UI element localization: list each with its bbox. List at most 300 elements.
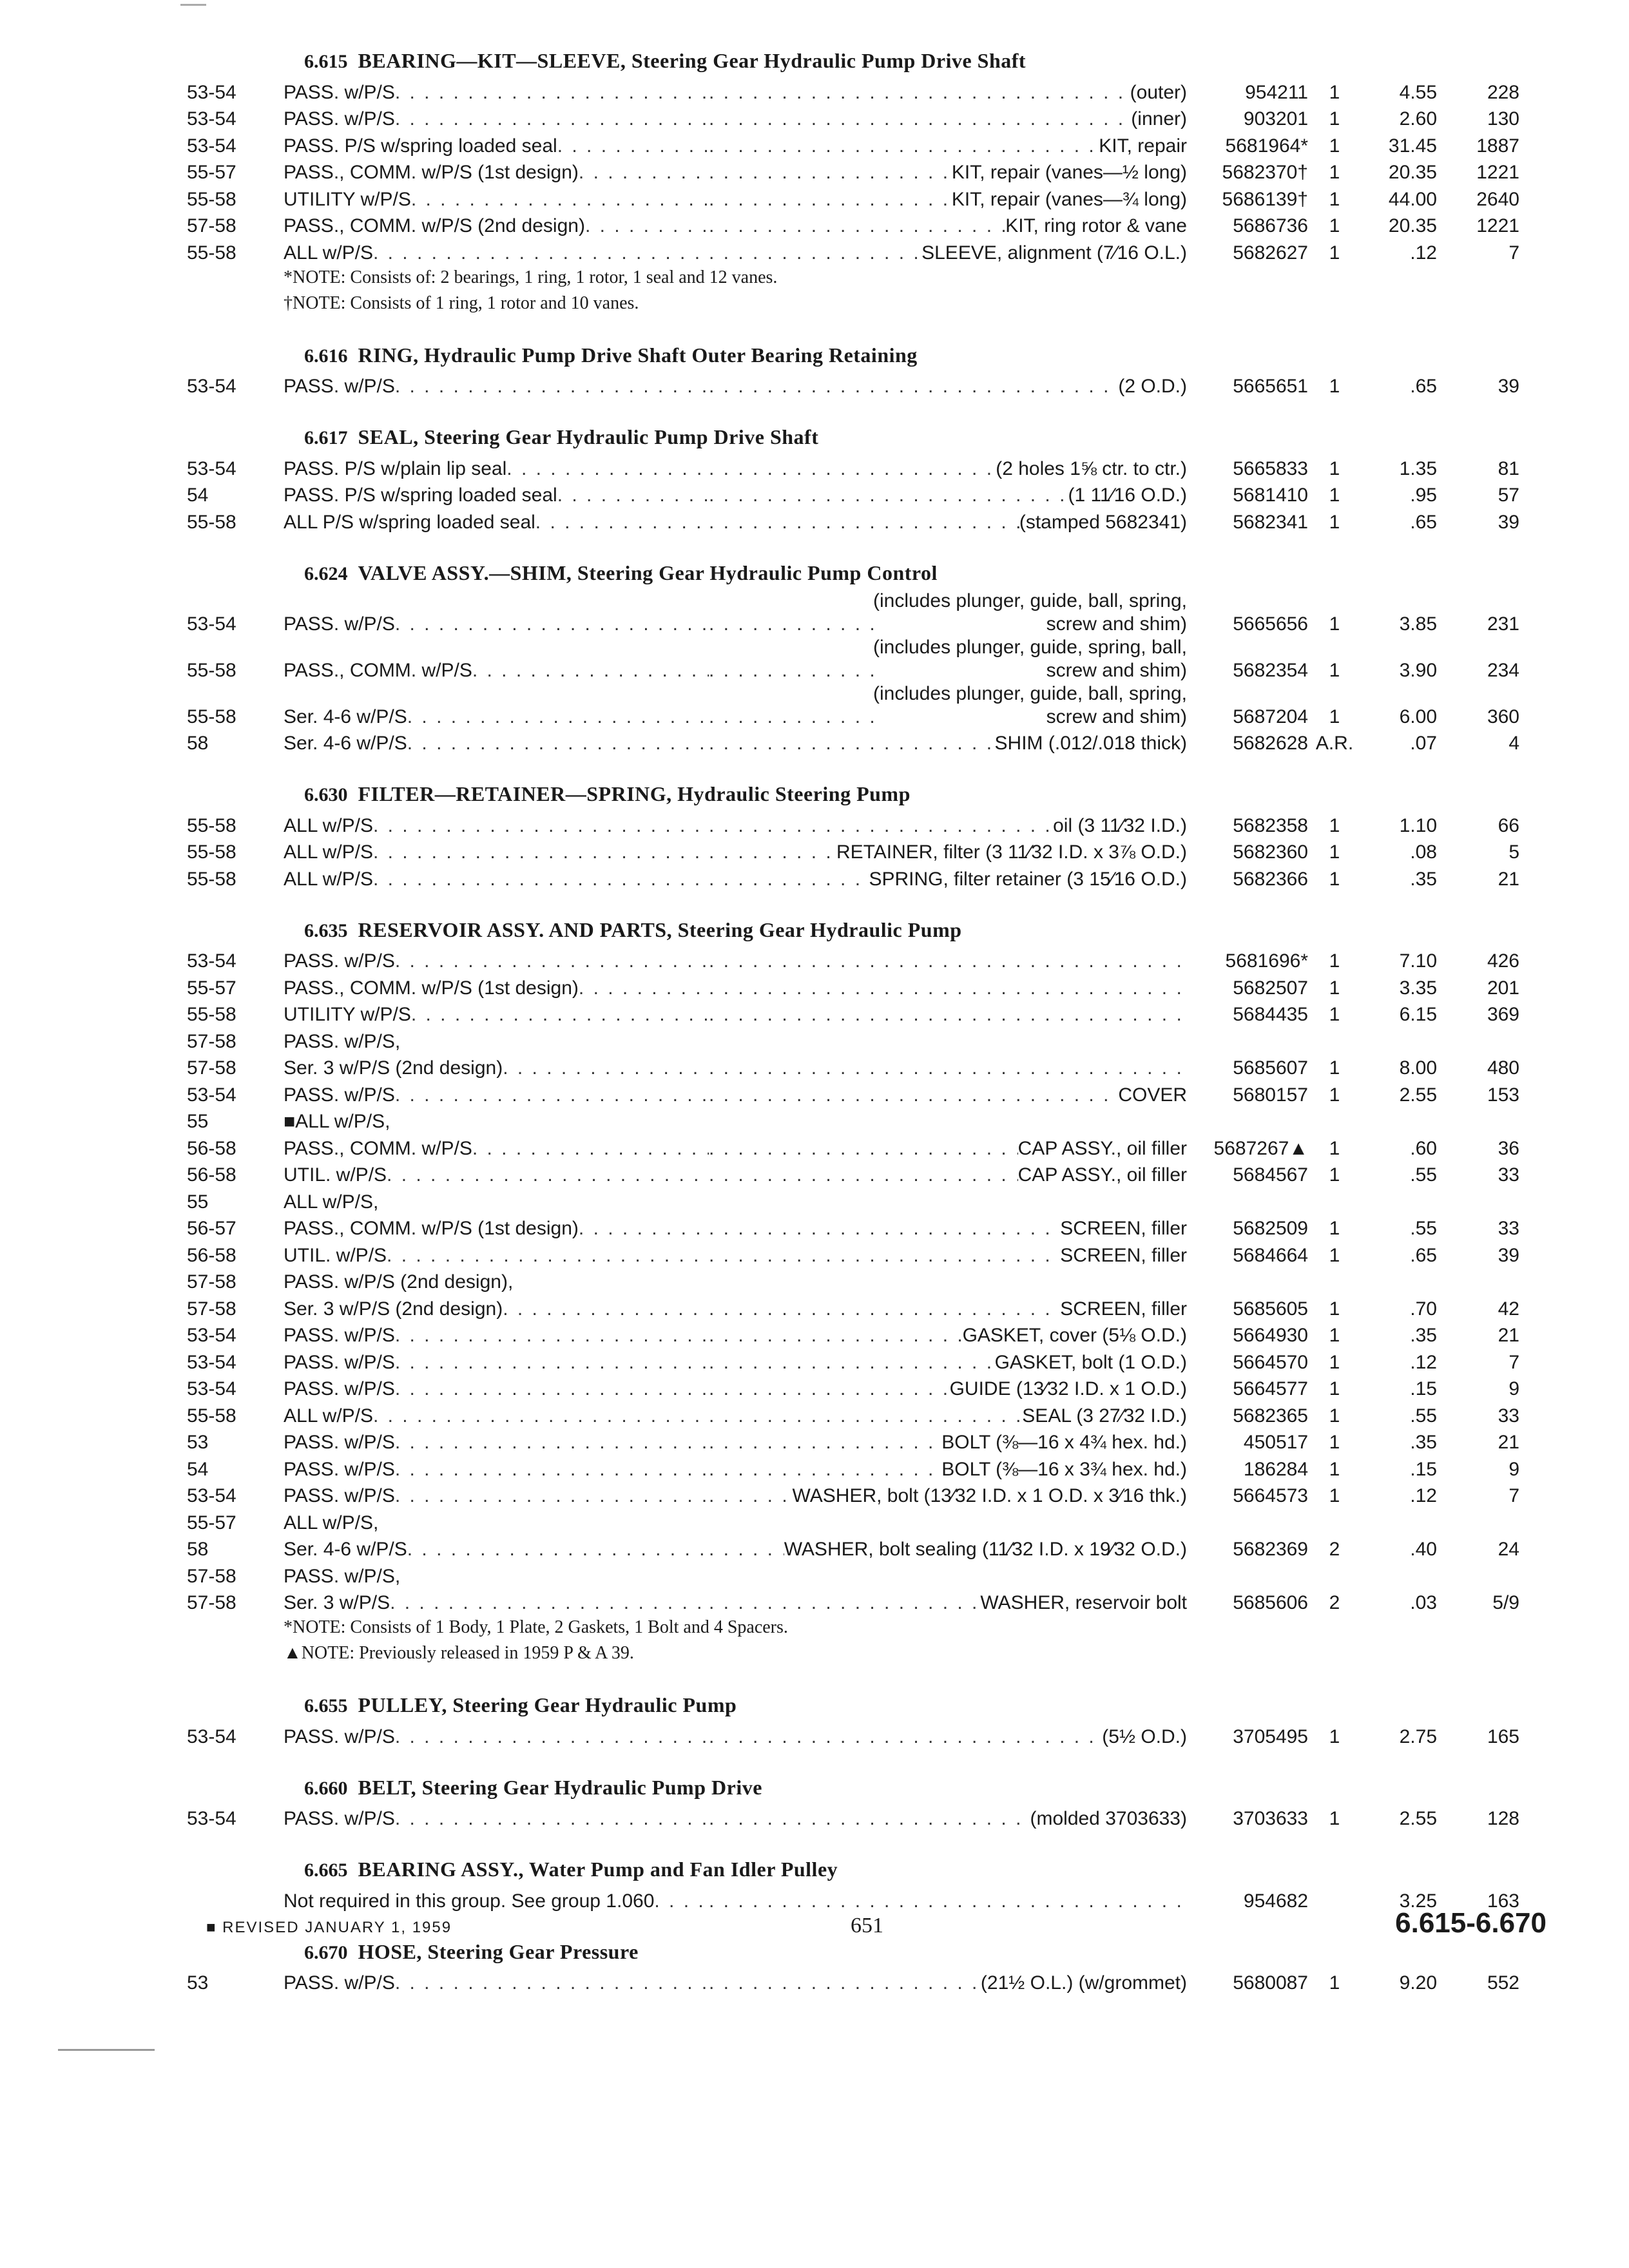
dot-leader — [395, 1084, 709, 1107]
parts-row — [187, 1267, 1540, 1294]
dot-leader — [709, 1324, 963, 1347]
model-years: 56-58 — [187, 1137, 236, 1159]
list-price: .08 — [1410, 841, 1437, 863]
part-number: 5665651 — [1233, 376, 1308, 397]
model-years: 53 — [187, 1432, 209, 1453]
model-application — [284, 706, 709, 729]
model-application — [284, 484, 709, 507]
part-description — [709, 682, 1187, 729]
parts-row — [187, 104, 1540, 131]
model-text: PASS., COMM. w/P/S (2nd design) — [284, 215, 585, 236]
quantity: 1 — [1329, 188, 1340, 210]
quantity: 1 — [1329, 1378, 1340, 1399]
part-number: 5682369 — [1233, 1539, 1308, 1560]
model-years: 57-58 — [187, 1271, 236, 1293]
price-code: 33 — [1498, 1164, 1519, 1186]
quantity: 2 — [1329, 1539, 1340, 1560]
part-number: 5685606 — [1233, 1592, 1308, 1613]
model-application — [284, 1324, 709, 1347]
parts-row — [187, 1294, 1540, 1321]
section-title: BEARING ASSY., Water Pump and Fan Idler Pulley — [358, 1858, 838, 1881]
section-heading — [187, 49, 1540, 77]
description-text: CAP ASSY., oil filler — [1017, 1164, 1187, 1186]
part-description — [709, 590, 1187, 636]
part-description — [709, 1485, 1187, 1508]
model-text: ALL w/P/S, — [284, 1512, 379, 1533]
model-text: UTILITY w/P/S — [284, 1004, 411, 1025]
price-code: 163 — [1487, 1890, 1519, 1912]
price-code: 1221 — [1476, 215, 1519, 236]
list-price: .15 — [1410, 1378, 1437, 1399]
quantity: 1 — [1329, 1164, 1340, 1186]
list-price: 8.00 — [1399, 1057, 1437, 1079]
part-number: 5682341 — [1233, 511, 1308, 533]
part-number: 3703633 — [1233, 1808, 1308, 1829]
description-text: SCREEN, filler — [1060, 1218, 1187, 1239]
list-price: 1.35 — [1399, 457, 1437, 479]
part-number: 5685605 — [1233, 1298, 1308, 1320]
model-years: 55-58 — [187, 868, 236, 890]
dot-leader — [395, 1725, 709, 1749]
description-text: WASHER, bolt sealing (11⁄32 I.D. x 19⁄32 O.D.) — [784, 1539, 1187, 1560]
model-application — [284, 1725, 709, 1749]
part-description — [709, 511, 1187, 534]
quantity: 1 — [1329, 457, 1340, 479]
price-code: 1221 — [1476, 162, 1519, 183]
part-number: 5685607 — [1233, 1057, 1308, 1079]
model-text: UTILITY w/P/S — [284, 188, 411, 210]
dot-leader — [709, 613, 873, 636]
price-code: 130 — [1487, 108, 1519, 130]
scan-mark — [180, 4, 206, 6]
dot-leader — [709, 1351, 995, 1374]
part-description — [709, 1405, 1187, 1428]
list-price: 31.45 — [1388, 135, 1437, 157]
part-description — [709, 977, 1187, 1000]
price-code: 552 — [1487, 1972, 1519, 1994]
dot-leader — [395, 1485, 709, 1508]
parts-row — [187, 1080, 1540, 1107]
model-application — [284, 1084, 709, 1107]
price-code: 165 — [1487, 1725, 1519, 1747]
page-footer — [206, 1907, 1547, 1946]
part-description — [709, 814, 1187, 838]
model-text: ALL w/P/S — [284, 242, 373, 264]
dot-leader — [709, 511, 1019, 534]
part-number: 5682628 — [1233, 733, 1308, 754]
part-number: 5682360 — [1233, 841, 1308, 863]
part-description — [709, 457, 1187, 481]
model-years: 53-54 — [187, 1485, 236, 1506]
quantity: 1 — [1329, 1458, 1340, 1480]
quantity: 1 — [1329, 1057, 1340, 1079]
section-title: RING, Hydraulic Pump Drive Shaft Outer Bearing Retaining — [358, 343, 918, 367]
price-code: 480 — [1487, 1057, 1519, 1079]
dot-leader — [390, 1591, 709, 1615]
part-number: 954211 — [1245, 81, 1308, 103]
section-heading — [187, 425, 1540, 454]
part-description — [709, 1431, 1187, 1454]
parts-row — [187, 1968, 1540, 1995]
quantity: 1 — [1329, 1218, 1340, 1239]
model-text: PASS. w/P/S — [284, 1432, 395, 1453]
model-years: 53-54 — [187, 1084, 236, 1106]
dot-leader — [709, 1458, 941, 1481]
parts-row — [187, 1374, 1540, 1401]
model-years: 57-58 — [187, 1057, 236, 1079]
list-price: .55 — [1410, 1164, 1437, 1186]
model-text: PASS. w/P/S — [284, 1325, 395, 1346]
model-years: 53-54 — [187, 81, 236, 103]
model-application — [284, 511, 709, 534]
description-text: BOLT (⅜—16 x 3¾ hex. hd.) — [941, 1458, 1187, 1480]
parts-row — [187, 682, 1540, 729]
section-title: RESERVOIR ASSY. AND PARTS, Steering Gear Hydraulic Pump — [358, 918, 962, 941]
price-code: 360 — [1487, 706, 1519, 727]
list-price: .12 — [1410, 1485, 1437, 1506]
part-number: 5684664 — [1233, 1244, 1308, 1266]
list-price: 3.35 — [1399, 977, 1437, 999]
description-text: (2 holes 1⅝ ctr. to ctr.) — [996, 457, 1187, 479]
model-years: 57-58 — [187, 1565, 236, 1587]
part-description — [709, 1298, 1187, 1321]
quantity: 1 — [1329, 1004, 1340, 1025]
model-application — [284, 1244, 709, 1267]
parts-row — [187, 481, 1540, 508]
parts-row — [187, 131, 1540, 158]
dot-leader — [373, 242, 709, 265]
part-description — [709, 1725, 1187, 1749]
section-6-616 — [187, 343, 1540, 399]
dot-leader — [709, 977, 1187, 1000]
dot-leader — [395, 375, 709, 398]
dot-leader — [407, 706, 709, 729]
model-years: 55-58 — [187, 511, 236, 533]
parts-list — [187, 49, 1540, 1995]
price-code: 39 — [1498, 511, 1519, 533]
dot-leader — [709, 457, 996, 481]
dot-leader — [709, 1164, 1018, 1187]
model-text: Ser. 4-6 w/P/S — [284, 706, 407, 727]
model-text: PASS. w/P/S — [284, 81, 395, 103]
list-price: .55 — [1410, 1405, 1437, 1427]
dot-leader — [395, 1351, 709, 1374]
model-text: ALL w/P/S — [284, 868, 373, 890]
part-description — [709, 1244, 1187, 1267]
part-description — [709, 1351, 1187, 1374]
model-text: Ser. 3 w/P/S — [284, 1592, 390, 1613]
dot-leader — [709, 188, 952, 211]
dot-leader — [395, 1807, 709, 1831]
parts-row — [187, 1053, 1540, 1081]
list-price: .65 — [1410, 1244, 1437, 1266]
description-text: SHIM (.012/.018 thick) — [994, 733, 1187, 754]
section-title: HOSE, Steering Gear Pressure — [358, 1939, 639, 1963]
part-description — [709, 188, 1187, 211]
dot-leader — [407, 1538, 709, 1561]
model-application — [284, 1164, 709, 1187]
list-price: .40 — [1410, 1539, 1437, 1560]
dot-leader — [395, 1324, 709, 1347]
dot-leader — [709, 1807, 1030, 1831]
part-number: 186284 — [1243, 1458, 1308, 1480]
parts-row — [187, 1187, 1540, 1214]
description-text: GUIDE (13⁄32 I.D. x 1 O.D.) — [949, 1378, 1187, 1399]
price-code: 39 — [1498, 376, 1519, 397]
part-number: 5682509 — [1233, 1218, 1308, 1239]
model-text: PASS., COMM. w/P/S (1st design) — [284, 162, 579, 183]
part-number: 5682627 — [1233, 242, 1308, 264]
model-text: PASS. P/S w/spring loaded seal — [284, 135, 557, 157]
part-number: 5665833 — [1233, 457, 1308, 479]
section-title: FILTER—RETAINER—SPRING, Hydraulic Steering Pump — [358, 782, 911, 805]
dot-leader — [373, 868, 709, 891]
model-application — [284, 1271, 709, 1294]
description-text: WASHER, bolt (13⁄32 I.D. x 1 O.D. x 3⁄16 thk.) — [792, 1485, 1187, 1506]
list-price: .12 — [1410, 242, 1437, 264]
description-text: oil (3 11⁄32 I.D.) — [1053, 814, 1187, 836]
model-years: 53 — [187, 1972, 209, 1994]
parts-row — [187, 507, 1540, 534]
parts-row — [187, 1454, 1540, 1481]
quantity: 1 — [1329, 977, 1340, 999]
parts-row — [187, 1000, 1540, 1027]
price-code: 369 — [1487, 1004, 1519, 1025]
list-price: 1.10 — [1399, 814, 1437, 836]
model-application — [284, 375, 709, 398]
model-text: ALL w/P/S — [284, 1405, 373, 1427]
part-description — [709, 161, 1187, 184]
description-text: WASHER, reservoir bolt — [980, 1592, 1187, 1613]
group-number: 6.617 — [304, 427, 348, 448]
dot-leader — [709, 1137, 1018, 1160]
section-6-635 — [187, 918, 1540, 1667]
parts-row — [187, 158, 1540, 185]
quantity: 1 — [1329, 108, 1340, 130]
dot-leader — [709, 1485, 793, 1508]
list-price: 6.00 — [1399, 706, 1437, 727]
dot-leader — [579, 977, 709, 1000]
list-price: .55 — [1410, 1218, 1437, 1239]
quantity: 1 — [1329, 1351, 1340, 1373]
dot-leader — [395, 108, 709, 131]
price-code: 228 — [1487, 81, 1519, 103]
model-application — [284, 108, 709, 131]
quantity: 1 — [1329, 950, 1340, 972]
part-number: 5680087 — [1233, 1972, 1308, 1994]
footnote: †NOTE: Consists of 1 ring, 1 rotor and 10 vanes. — [284, 293, 639, 313]
list-price: .95 — [1410, 485, 1437, 506]
section-title: VALVE ASSY.—SHIM, Steering Gear Hydraulic Pump Control — [358, 561, 938, 584]
part-description — [709, 1164, 1187, 1187]
price-code: 2640 — [1476, 188, 1519, 210]
group-number: 6.624 — [304, 562, 348, 584]
price-code: 7 — [1509, 242, 1519, 264]
dot-leader — [373, 841, 709, 864]
dot-leader — [709, 1972, 981, 1995]
quantity: 1 — [1329, 841, 1340, 863]
parts-row — [187, 729, 1540, 756]
description-text: (5½ O.D.) — [1102, 1725, 1187, 1747]
quantity: 1 — [1329, 613, 1340, 635]
list-price: .60 — [1410, 1137, 1437, 1159]
dot-leader — [709, 161, 952, 184]
model-application — [284, 950, 709, 973]
model-years: 55-58 — [187, 659, 236, 681]
model-years: 54 — [187, 1458, 209, 1480]
part-number: 954682 — [1243, 1890, 1308, 1912]
model-text: PASS. w/P/S — [284, 1084, 395, 1106]
price-code: 201 — [1487, 977, 1519, 999]
model-application — [284, 1972, 709, 1995]
price-code: 234 — [1487, 659, 1519, 681]
section-6-655 — [187, 1693, 1540, 1749]
description-text: SLEEVE, alignment (7⁄16 O.L.) — [921, 242, 1187, 264]
scan-mark — [58, 2049, 155, 2051]
model-years: 53-54 — [187, 613, 236, 635]
section-heading — [187, 561, 1540, 590]
part-description — [709, 1807, 1187, 1831]
dot-leader — [585, 215, 709, 238]
quantity: 1 — [1329, 1298, 1340, 1320]
parts-row — [187, 1481, 1540, 1508]
model-application — [284, 188, 709, 211]
model-application — [284, 613, 709, 636]
model-years: 55-58 — [187, 188, 236, 210]
revision-date: ■ REVISED JANUARY 1, 1959 — [206, 1919, 452, 1936]
model-application — [284, 1110, 709, 1133]
section-title: PULLEY, Steering Gear Hydraulic Pump — [358, 1693, 737, 1716]
section-6-670 — [187, 1940, 1540, 1995]
quantity: 2 — [1329, 1592, 1340, 1613]
list-price: .70 — [1410, 1298, 1437, 1320]
price-code: 128 — [1487, 1808, 1519, 1829]
dot-leader — [709, 375, 1118, 398]
model-application — [284, 1512, 709, 1535]
list-price: 3.85 — [1399, 613, 1437, 635]
model-application — [284, 457, 709, 481]
dot-leader — [709, 1217, 1060, 1240]
part-number: 5684435 — [1233, 1004, 1308, 1025]
model-years: 53-54 — [187, 457, 236, 479]
section-6-660 — [187, 1776, 1540, 1831]
list-price: 20.35 — [1388, 162, 1437, 183]
list-price: 3.25 — [1399, 1890, 1437, 1912]
dot-leader — [395, 81, 709, 104]
price-code: 5/9 — [1492, 1592, 1519, 1613]
quantity: 1 — [1329, 1405, 1340, 1427]
list-price: .35 — [1410, 1432, 1437, 1453]
model-application — [284, 1298, 709, 1321]
description-text: SCREEN, filler — [1060, 1244, 1187, 1266]
model-years: 53-54 — [187, 1725, 236, 1747]
price-code: 21 — [1498, 1432, 1519, 1453]
model-text: PASS., COMM. w/P/S — [284, 1137, 472, 1159]
model-years: 53-54 — [187, 1351, 236, 1373]
model-text: Not required in this group. See group 1.060 — [284, 1890, 655, 1912]
quantity: 1 — [1329, 1325, 1340, 1346]
group-number: 6.616 — [304, 345, 348, 367]
list-price: 2.55 — [1399, 1084, 1437, 1106]
part-number: 903201 — [1243, 108, 1308, 130]
model-application — [284, 215, 709, 238]
model-years: 57-58 — [187, 1030, 236, 1052]
parts-row — [187, 636, 1540, 682]
description-text: (1 11⁄16 O.D.) — [1068, 485, 1187, 506]
quantity: 1 — [1329, 162, 1340, 183]
parts-row — [187, 1804, 1540, 1831]
model-years: 55-58 — [187, 1004, 236, 1025]
model-text: PASS. w/P/S — [284, 1808, 395, 1829]
description-text: (includes plunger, guide, ball, spring, screw and shim) — [873, 682, 1187, 727]
price-code: 7 — [1509, 1485, 1519, 1506]
dot-leader — [579, 161, 709, 184]
price-code: 5 — [1509, 841, 1519, 863]
model-application — [284, 81, 709, 104]
list-price: .07 — [1410, 733, 1437, 754]
part-description — [709, 81, 1187, 104]
price-code: 33 — [1498, 1218, 1519, 1239]
model-application — [284, 1351, 709, 1374]
dot-leader — [709, 135, 1099, 158]
quantity: 1 — [1329, 1137, 1340, 1159]
dot-leader — [709, 108, 1131, 131]
parts-row — [187, 454, 1540, 481]
quantity: 1 — [1329, 1725, 1340, 1747]
price-code: 36 — [1498, 1137, 1519, 1159]
group-number: 6.630 — [304, 784, 348, 805]
list-price: 44.00 — [1388, 188, 1437, 210]
dot-leader — [535, 511, 709, 534]
model-application — [284, 1003, 709, 1026]
parts-row — [187, 1561, 1540, 1588]
dot-leader — [709, 484, 1068, 507]
model-application — [284, 242, 709, 265]
description-text: SPRING, filter retainer (3 15⁄16 O.D.) — [869, 868, 1187, 890]
model-text: PASS. P/S w/spring loaded seal — [284, 485, 557, 506]
model-application — [284, 1458, 709, 1481]
quantity: 1 — [1329, 1808, 1340, 1829]
part-number: 5664573 — [1233, 1485, 1308, 1506]
dot-leader — [709, 1725, 1102, 1749]
dot-leader — [709, 659, 873, 682]
part-description — [709, 1084, 1187, 1107]
model-application — [284, 1807, 709, 1831]
price-code: 66 — [1498, 814, 1519, 836]
dot-leader — [709, 732, 995, 755]
model-text: Ser. 3 w/P/S (2nd design) — [284, 1057, 503, 1079]
model-application — [284, 1485, 709, 1508]
model-text: Ser. 4-6 w/P/S — [284, 1539, 407, 1560]
description-text: CAP ASSY., oil filler — [1017, 1137, 1187, 1159]
part-number: 5681696* — [1225, 950, 1308, 972]
model-years: 53-54 — [187, 1325, 236, 1346]
model-application — [284, 868, 709, 891]
parts-row — [187, 1347, 1540, 1374]
parts-row — [187, 211, 1540, 238]
dot-leader — [709, 706, 873, 729]
model-years: 55 — [187, 1191, 209, 1213]
part-number: 5682370† — [1222, 162, 1308, 183]
description-text: (includes plunger, guide, spring, ball, screw and shim) — [873, 636, 1187, 681]
part-number: 5687267▲ — [1213, 1137, 1308, 1159]
parts-row — [187, 1160, 1540, 1187]
description-text: (includes plunger, guide, ball, spring, screw and shim) — [873, 590, 1187, 635]
dot-leader — [709, 1244, 1060, 1267]
model-application — [284, 659, 709, 682]
parts-row — [187, 184, 1540, 211]
section-heading — [187, 1858, 1540, 1886]
